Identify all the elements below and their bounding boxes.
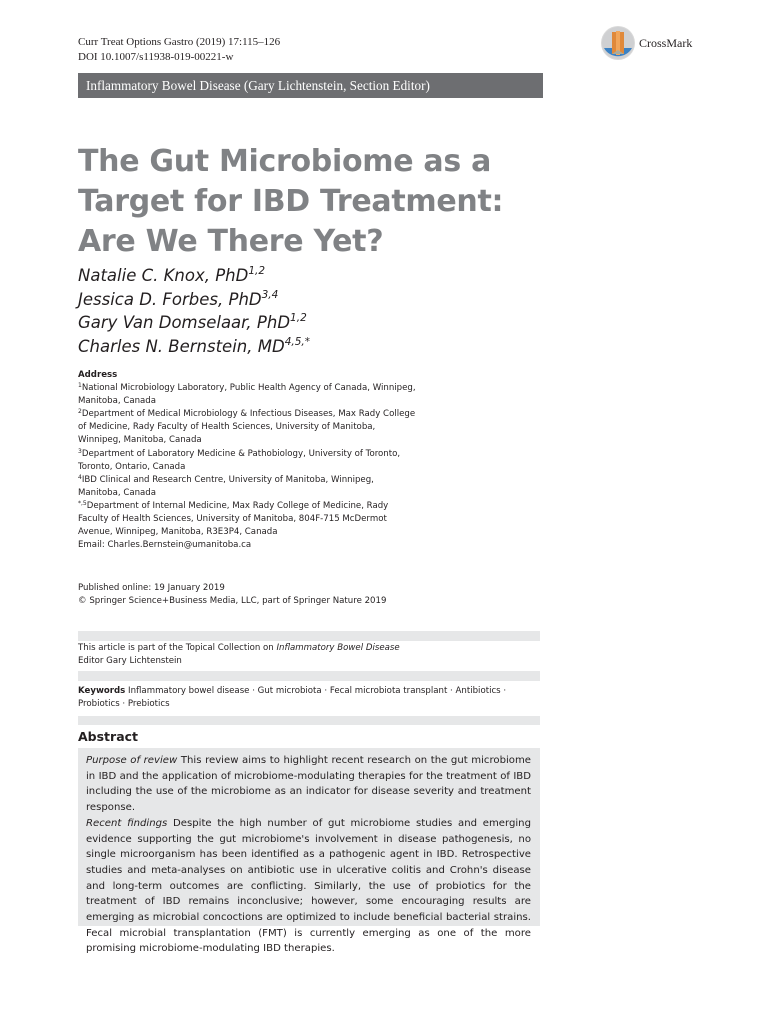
affiliation-text: Department of Medical Microbiology & Infectious Diseases, Max Rady College of Medicine, Rady Faculty of Health Sciences, University of Manitoba, Winnipeg, Manitoba, Canada bbox=[78, 409, 416, 446]
abstract-box bbox=[78, 748, 540, 955]
author-name: Gary Van Domselaar, PhD bbox=[78, 313, 291, 333]
purpose-label: Purpose of review bbox=[86, 755, 178, 766]
affiliation-sup: 1 bbox=[78, 382, 82, 390]
topical-editor: Editor Gary Lichtenstein bbox=[78, 656, 182, 667]
affiliation bbox=[78, 500, 418, 539]
affiliation-sup: 4 bbox=[78, 473, 82, 481]
crossmark-badge[interactable] bbox=[601, 26, 692, 60]
divider bbox=[78, 671, 540, 681]
affiliation-sup: *,5 bbox=[78, 499, 87, 507]
divider bbox=[78, 631, 540, 641]
keywords-label: Keywords bbox=[78, 685, 126, 696]
topical-collection-box bbox=[78, 631, 540, 725]
doi: DOI 10.1007/s11938-019-00221-w bbox=[78, 51, 234, 63]
findings-text: Despite the high number of gut microbiome studies and emerging evidence supporting the gut microbiome's involvement in disease pathogenesis, no single microorganism has been identified as a pathogenic agent in IBD. Retrospective studies and meta-analyses on antibiotic use in ulcerative colitis and Crohn's disease and long-term outcomes are conflicting. Similarly, the use of probiotics for the treatment of IBD remains inconclusive; however, some encouraging results are emerging as microbial concoctions are optimized to include beneficial bacterial strains. Fecal microbial transplantation (FMT) is currently emerging as one of the more promising microbiome-modulating IBD therapies. bbox=[86, 817, 531, 955]
divider bbox=[78, 716, 540, 725]
email-link[interactable]: Email: Charles.Bernstein@umanitoba.ca bbox=[78, 540, 252, 551]
section-bar: Inflammatory Bowel Disease (Gary Lichtenstein, Section Editor) bbox=[78, 73, 543, 98]
topical-collection-name[interactable]: Inflammatory Bowel Disease bbox=[276, 643, 400, 653]
author-name: Jessica D. Forbes, PhD bbox=[78, 289, 262, 309]
author bbox=[78, 311, 310, 335]
author-affiliation-sup: 1,2 bbox=[248, 265, 266, 277]
author-affiliation-sup: 3,4 bbox=[261, 288, 279, 301]
crossmark-icon bbox=[601, 26, 635, 60]
journal-citation bbox=[78, 35, 280, 65]
purpose-text: This review aims to highlight recent research on the gut microbiome in IBD and the application of microbiome-modulating therapies for the treatment of IBD including the use of the microbiome as an indicator for disease severity and treatment response. bbox=[86, 755, 532, 814]
abstract-heading: Abstract bbox=[78, 729, 139, 744]
findings-label: Recent findings bbox=[86, 817, 168, 829]
journal-reference: Curr Treat Options Gastro (2019) 17:115–126 bbox=[78, 36, 281, 48]
affiliation bbox=[78, 448, 418, 474]
topical-prefix: This article is part of the Topical Collection on bbox=[78, 643, 277, 653]
affiliation-sup: 2 bbox=[78, 408, 82, 416]
author-list bbox=[78, 264, 310, 358]
affiliation bbox=[78, 382, 418, 408]
affiliation-sup: 3 bbox=[78, 447, 82, 455]
author-affiliation-sup: 1,2 bbox=[290, 312, 307, 325]
affiliation bbox=[78, 474, 418, 500]
abstract-purpose bbox=[86, 753, 531, 816]
address-block bbox=[78, 369, 418, 552]
abstract-findings bbox=[86, 816, 531, 957]
article-title: The Gut Microbiome as a Target for IBD Treatment: Are We There Yet? bbox=[78, 144, 504, 259]
keywords bbox=[78, 681, 540, 714]
affiliation-text: National Microbiology Laboratory, Public Health Agency of Canada, Winnipeg, Manitoba, Canada bbox=[78, 383, 416, 407]
author-name: Charles N. Bernstein, MD bbox=[78, 336, 285, 356]
affiliation-text: Department of Laboratory Medicine & Pathobiology, University of Toronto, Toronto, Ontario, Canada bbox=[78, 448, 401, 472]
copyright: © Springer Science+Business Media, LLC, part of Springer Nature 2019 bbox=[78, 596, 387, 607]
author-name: Natalie C. Knox, PhD bbox=[78, 266, 249, 285]
keywords-text: Inflammatory bowel disease · Gut microbiota · Fecal microbiota transplant · Antibiotics · Probiotics · Prebiotics bbox=[78, 685, 507, 710]
topical-collection-line bbox=[78, 642, 540, 655]
crossmark-label: CrossMark bbox=[639, 35, 693, 50]
topical-collection bbox=[78, 641, 540, 671]
address-heading: Address bbox=[78, 370, 118, 380]
author bbox=[78, 288, 310, 312]
published-online: Published online: 19 January 2019 bbox=[78, 583, 225, 593]
author-affiliation-sup: 4,5,* bbox=[284, 335, 310, 348]
affiliation bbox=[78, 408, 418, 447]
publication-info bbox=[78, 582, 386, 608]
author bbox=[78, 335, 310, 359]
affiliation-text: IBD Clinical and Research Centre, University of Manitoba, Winnipeg, Manitoba, Canada bbox=[78, 474, 374, 498]
affiliation-text: Department of Internal Medicine, Max Rady College of Medicine, Rady Faculty of Health Sciences, University of Manitoba, 804F-715 McDermot Avenue, Winnipeg, Manitoba, R3E3P4, Canada bbox=[78, 500, 389, 538]
author bbox=[78, 264, 310, 288]
